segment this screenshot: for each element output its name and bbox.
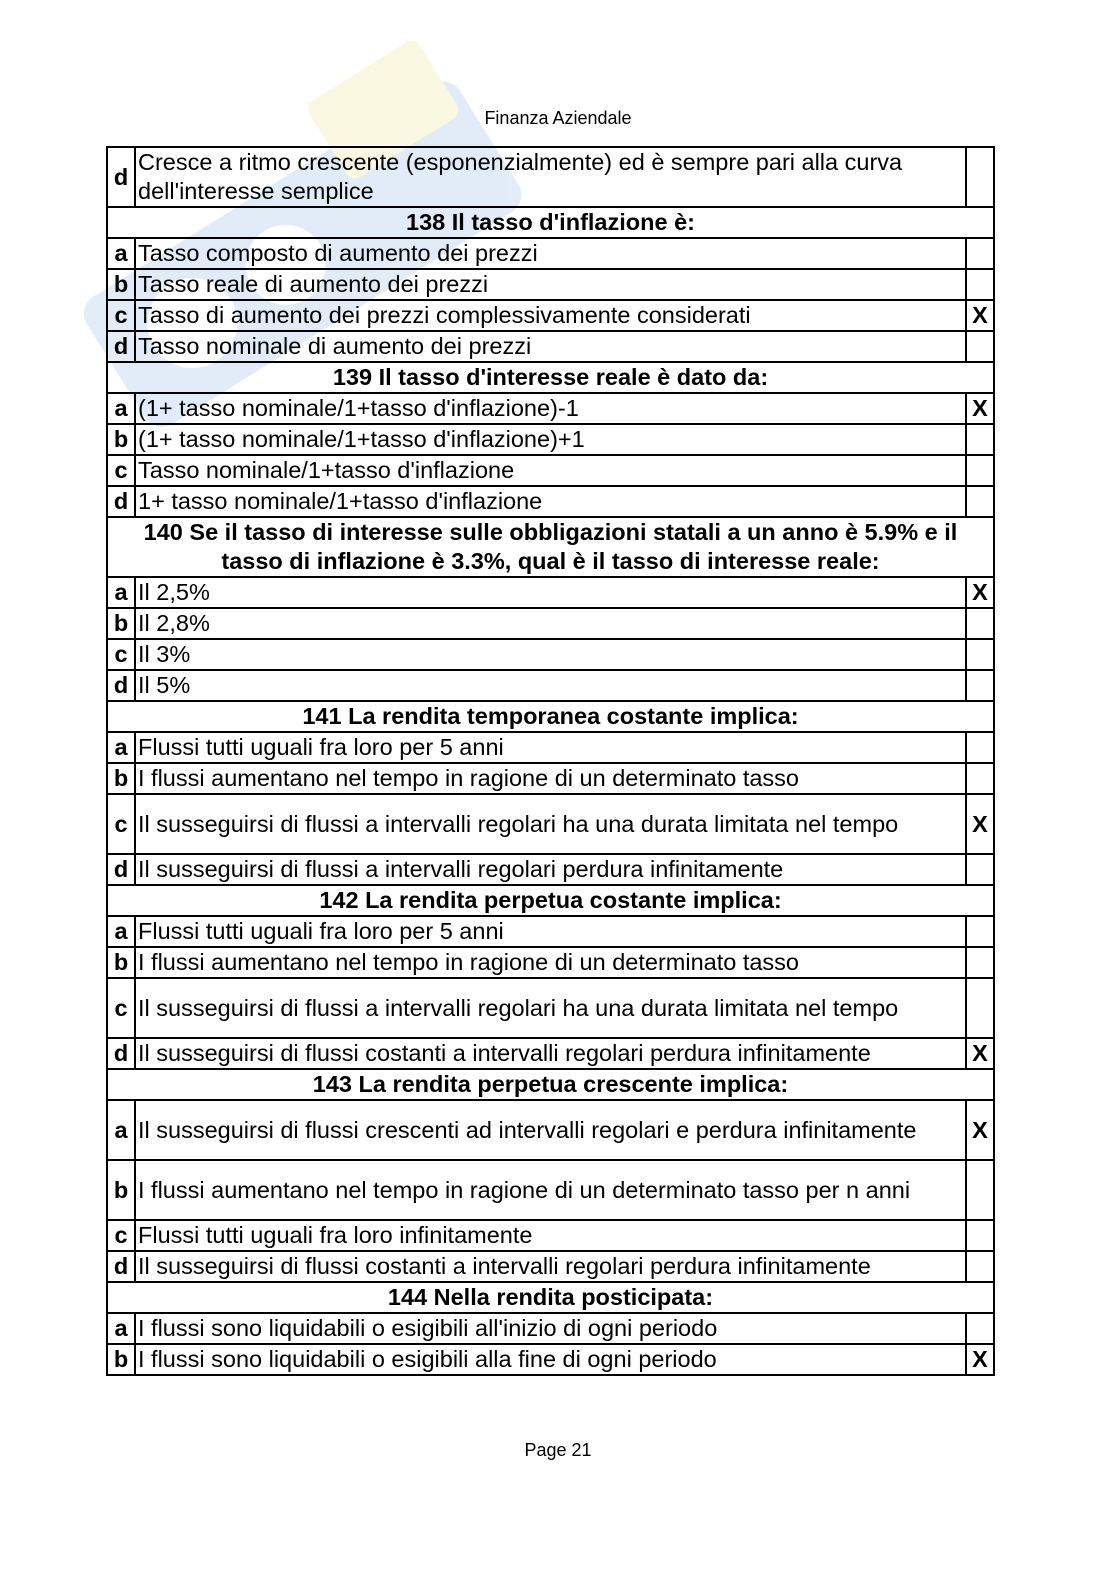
answer-mark xyxy=(966,1160,994,1220)
answer-mark xyxy=(966,947,994,978)
answer-row xyxy=(107,1220,994,1251)
answer-letter: a xyxy=(107,393,135,424)
answer-mark xyxy=(966,978,994,1038)
answer-row xyxy=(107,1100,994,1160)
answer-text: Tasso di aumento dei prezzi complessivamente considerati xyxy=(135,300,966,331)
answer-text: Flussi tutti uguali fra loro per 5 anni xyxy=(135,732,966,763)
question-title: 139 Il tasso d'interesse reale è dato da: xyxy=(107,362,994,393)
answer-text: I flussi aumentano nel tempo in ragione di un determinato tasso per n anni xyxy=(135,1160,966,1220)
question-row xyxy=(107,1282,994,1313)
answer-mark xyxy=(966,147,994,207)
answer-row xyxy=(107,916,994,947)
answer-row xyxy=(107,854,994,885)
answer-mark: X xyxy=(966,300,994,331)
answer-row xyxy=(107,1038,994,1069)
question-title: 143 La rendita perpetua crescente implica: xyxy=(107,1069,994,1100)
answer-row xyxy=(107,1313,994,1344)
answer-row xyxy=(107,732,994,763)
answer-mark xyxy=(966,238,994,269)
question-title: 144 Nella rendita posticipata: xyxy=(107,1282,994,1313)
answer-row xyxy=(107,424,994,455)
answer-mark xyxy=(966,763,994,794)
answer-text: Tasso nominale di aumento dei prezzi xyxy=(135,331,966,362)
answer-letter: b xyxy=(107,947,135,978)
answer-row xyxy=(107,1344,994,1375)
question-row xyxy=(107,517,994,577)
answer-row xyxy=(107,608,994,639)
answer-row xyxy=(107,455,994,486)
question-row xyxy=(107,362,994,393)
answer-letter: d xyxy=(107,147,135,207)
answer-row xyxy=(107,300,994,331)
answer-text: Il susseguirsi di flussi costanti a intervalli regolari perdura infinitamente xyxy=(135,1038,966,1069)
answer-text: Il susseguirsi di flussi a intervalli regolari perdura infinitamente xyxy=(135,854,966,885)
answer-letter: c xyxy=(107,794,135,854)
answer-letter: c xyxy=(107,455,135,486)
answer-letter: b xyxy=(107,1344,135,1375)
answer-text: I flussi sono liquidabili o esigibili all'inizio di ogni periodo xyxy=(135,1313,966,1344)
answer-letter: d xyxy=(107,331,135,362)
answer-text: Tasso nominale/1+tasso d'inflazione xyxy=(135,455,966,486)
answer-text: Cresce a ritmo crescente (esponenzialmente) ed è sempre pari alla curva dell'interesse semplice xyxy=(135,147,966,207)
answer-text: Il susseguirsi di flussi crescenti ad intervalli regolari e perdura infinitamente xyxy=(135,1100,966,1160)
answer-text: Tasso reale di aumento dei prezzi xyxy=(135,269,966,300)
answer-row xyxy=(107,393,994,424)
answer-mark: X xyxy=(966,1038,994,1069)
answer-letter: b xyxy=(107,1160,135,1220)
answer-text: I flussi aumentano nel tempo in ragione di un determinato tasso xyxy=(135,763,966,794)
answer-mark xyxy=(966,455,994,486)
answer-mark xyxy=(966,1313,994,1344)
answer-letter: a xyxy=(107,1313,135,1344)
question-row xyxy=(107,207,994,238)
answer-row xyxy=(107,1160,994,1220)
answer-mark: X xyxy=(966,1100,994,1160)
answer-row xyxy=(107,978,994,1038)
answer-mark xyxy=(966,1220,994,1251)
answer-letter: c xyxy=(107,300,135,331)
answer-mark xyxy=(966,639,994,670)
answer-row xyxy=(107,947,994,978)
answer-letter: a xyxy=(107,916,135,947)
answer-row xyxy=(107,639,994,670)
answer-letter: b xyxy=(107,763,135,794)
answer-text: 1+ tasso nominale/1+tasso d'inflazione xyxy=(135,486,966,517)
question-title: 142 La rendita perpetua costante implica: xyxy=(107,885,994,916)
answer-letter: d xyxy=(107,1251,135,1282)
answer-letter: a xyxy=(107,238,135,269)
answer-row xyxy=(107,670,994,701)
question-row xyxy=(107,885,994,916)
answer-row xyxy=(107,1251,994,1282)
answer-mark: X xyxy=(966,577,994,608)
answer-mark: X xyxy=(966,1344,994,1375)
answer-letter: d xyxy=(107,1038,135,1069)
answer-row xyxy=(107,147,994,207)
answer-mark: X xyxy=(966,393,994,424)
answer-mark xyxy=(966,424,994,455)
answer-row xyxy=(107,794,994,854)
answer-text: Il susseguirsi di flussi a intervalli regolari ha una durata limitata nel tempo xyxy=(135,978,966,1038)
answer-text: Il 2,5% xyxy=(135,577,966,608)
answer-mark xyxy=(966,916,994,947)
answer-mark xyxy=(966,331,994,362)
answer-text: Il susseguirsi di flussi costanti a intervalli regolari perdura infinitamente xyxy=(135,1251,966,1282)
answer-letter: d xyxy=(107,854,135,885)
answer-mark xyxy=(966,1251,994,1282)
answer-letter: c xyxy=(107,978,135,1038)
answer-letter: d xyxy=(107,486,135,517)
answer-row xyxy=(107,269,994,300)
answer-text: Il susseguirsi di flussi a intervalli regolari ha una durata limitata nel tempo xyxy=(135,794,966,854)
answer-text: (1+ tasso nominale/1+tasso d'inflazione)+1 xyxy=(135,424,966,455)
question-title: 138 Il tasso d'inflazione è: xyxy=(107,207,994,238)
answer-mark: X xyxy=(966,794,994,854)
answer-mark xyxy=(966,608,994,639)
answer-text: (1+ tasso nominale/1+tasso d'inflazione)-1 xyxy=(135,393,966,424)
page-footer: Page 21 xyxy=(524,1440,592,1460)
answer-row xyxy=(107,238,994,269)
answer-row xyxy=(107,486,994,517)
question-title: 140 Se il tasso di interesse sulle obbligazioni statali a un anno è 5.9% e il tasso di inflazione è 3.3%, qual è il tasso di interesse reale: xyxy=(107,517,994,577)
answer-letter: c xyxy=(107,1220,135,1251)
answer-mark xyxy=(966,732,994,763)
quiz-table xyxy=(106,146,995,1376)
answer-text: I flussi sono liquidabili o esigibili alla fine di ogni periodo xyxy=(135,1344,966,1375)
answer-text: Il 2,8% xyxy=(135,608,966,639)
answer-letter: b xyxy=(107,269,135,300)
answer-text: Flussi tutti uguali fra loro per 5 anni xyxy=(135,916,966,947)
answer-letter: b xyxy=(107,424,135,455)
answer-row xyxy=(107,763,994,794)
question-row xyxy=(107,701,994,732)
answer-letter: b xyxy=(107,608,135,639)
page-header: Finanza Aziendale xyxy=(484,108,632,128)
answer-mark xyxy=(966,670,994,701)
answer-mark xyxy=(966,269,994,300)
question-title: 141 La rendita temporanea costante implica: xyxy=(107,701,994,732)
answer-text: Flussi tutti uguali fra loro infinitamente xyxy=(135,1220,966,1251)
answer-letter: a xyxy=(107,1100,135,1160)
answer-row xyxy=(107,331,994,362)
answer-letter: d xyxy=(107,670,135,701)
answer-text: Il 5% xyxy=(135,670,966,701)
answer-letter: a xyxy=(107,732,135,763)
answer-text: Il 3% xyxy=(135,639,966,670)
answer-row xyxy=(107,577,994,608)
answer-letter: a xyxy=(107,577,135,608)
question-row xyxy=(107,1069,994,1100)
answer-mark xyxy=(966,486,994,517)
answer-letter: c xyxy=(107,639,135,670)
answer-mark xyxy=(966,854,994,885)
answer-text: Tasso composto di aumento dei prezzi xyxy=(135,238,966,269)
answer-text: I flussi aumentano nel tempo in ragione di un determinato tasso xyxy=(135,947,966,978)
